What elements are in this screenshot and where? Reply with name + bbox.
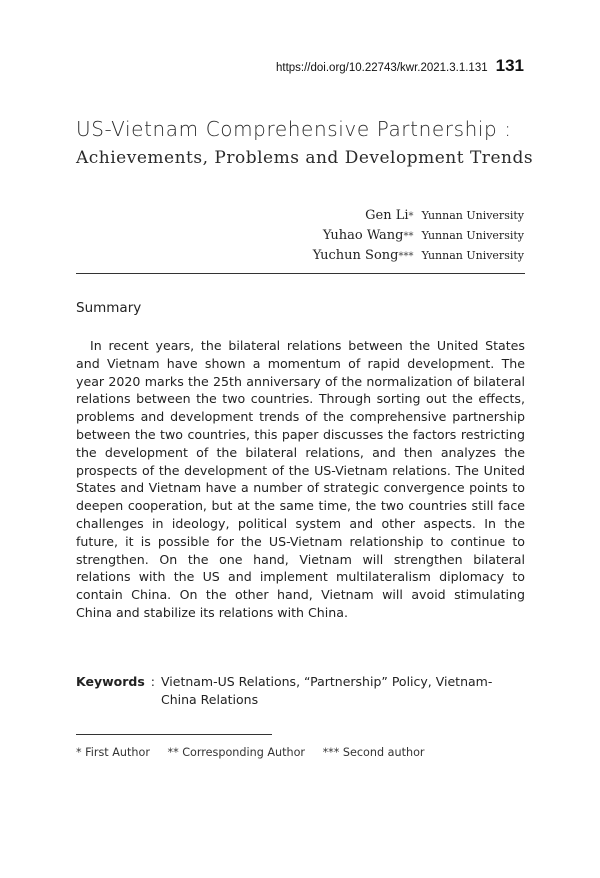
keywords-text: Vietnam-US Relations, “Partnership” Policy, Vietnam-China Relations <box>161 674 493 707</box>
footnotes <box>76 746 439 759</box>
author-name: Yuhao Wang <box>322 228 404 243</box>
author-name: Gen Li <box>365 208 409 223</box>
header-divider <box>76 273 525 274</box>
footnote-divider <box>76 734 272 735</box>
author-affiliation: Yunnan University <box>421 209 524 222</box>
title-line-2: Achievements, Problems and Development Trends <box>76 148 534 168</box>
author-row <box>313 246 524 266</box>
author-name: Yuchun Song <box>312 248 399 263</box>
footnote-corresponding-author: ** Corresponding Author <box>167 746 306 759</box>
author-affiliation: Yunnan University <box>421 249 524 262</box>
page-number: 131 <box>495 56 524 75</box>
keywords-separator: : <box>150 674 155 689</box>
keywords-label: Keywords <box>76 674 145 689</box>
page-header <box>276 56 524 76</box>
author-list <box>313 206 524 266</box>
author-mark: *** <box>398 251 414 262</box>
author-row <box>313 226 524 246</box>
footnote-first-author: * First Author <box>76 746 150 759</box>
author-affiliation: Yunnan University <box>421 229 524 242</box>
summary-heading: Summary <box>76 300 142 316</box>
summary-text: In recent years, the bilateral relations between the United States and Vietnam have shown a momentum of rapid development. The year 2020 marks the 25th anniversary of the normalization of bilateral relations between the two countries. Through sorting out the effects, problems and development trends of the comprehensive partnership between the two countries, this paper discusses the factors restricting the development of the bilateral relations, and then analyzes the prospects of the development of the US-Vietnam relations. The United States and Vietnam have a number of strategic convergence points to deepen cooperation, but at the same time, the two countries still face challenges in ideology, political system and other aspects. In the future, it is possible for the US-Vietnam relationship to continue to strengthen. On the one hand, Vietnam will strengthen bilateral relations with the US and implement multilateralism diplomacy to contain China. On the other hand, Vietnam will avoid stimulating China and stabilize its relations with China. <box>76 338 525 620</box>
footnote-second-author: *** Second author <box>322 746 425 759</box>
title-line-1: US-Vietnam Comprehensive Partnership : <box>76 117 512 141</box>
keywords-block <box>76 673 525 709</box>
author-mark: ** <box>403 231 414 242</box>
author-mark: * <box>408 211 414 222</box>
author-row <box>313 206 524 226</box>
doi-link[interactable]: https://doi.org/10.22743/kwr.2021.3.1.131 <box>275 62 488 74</box>
